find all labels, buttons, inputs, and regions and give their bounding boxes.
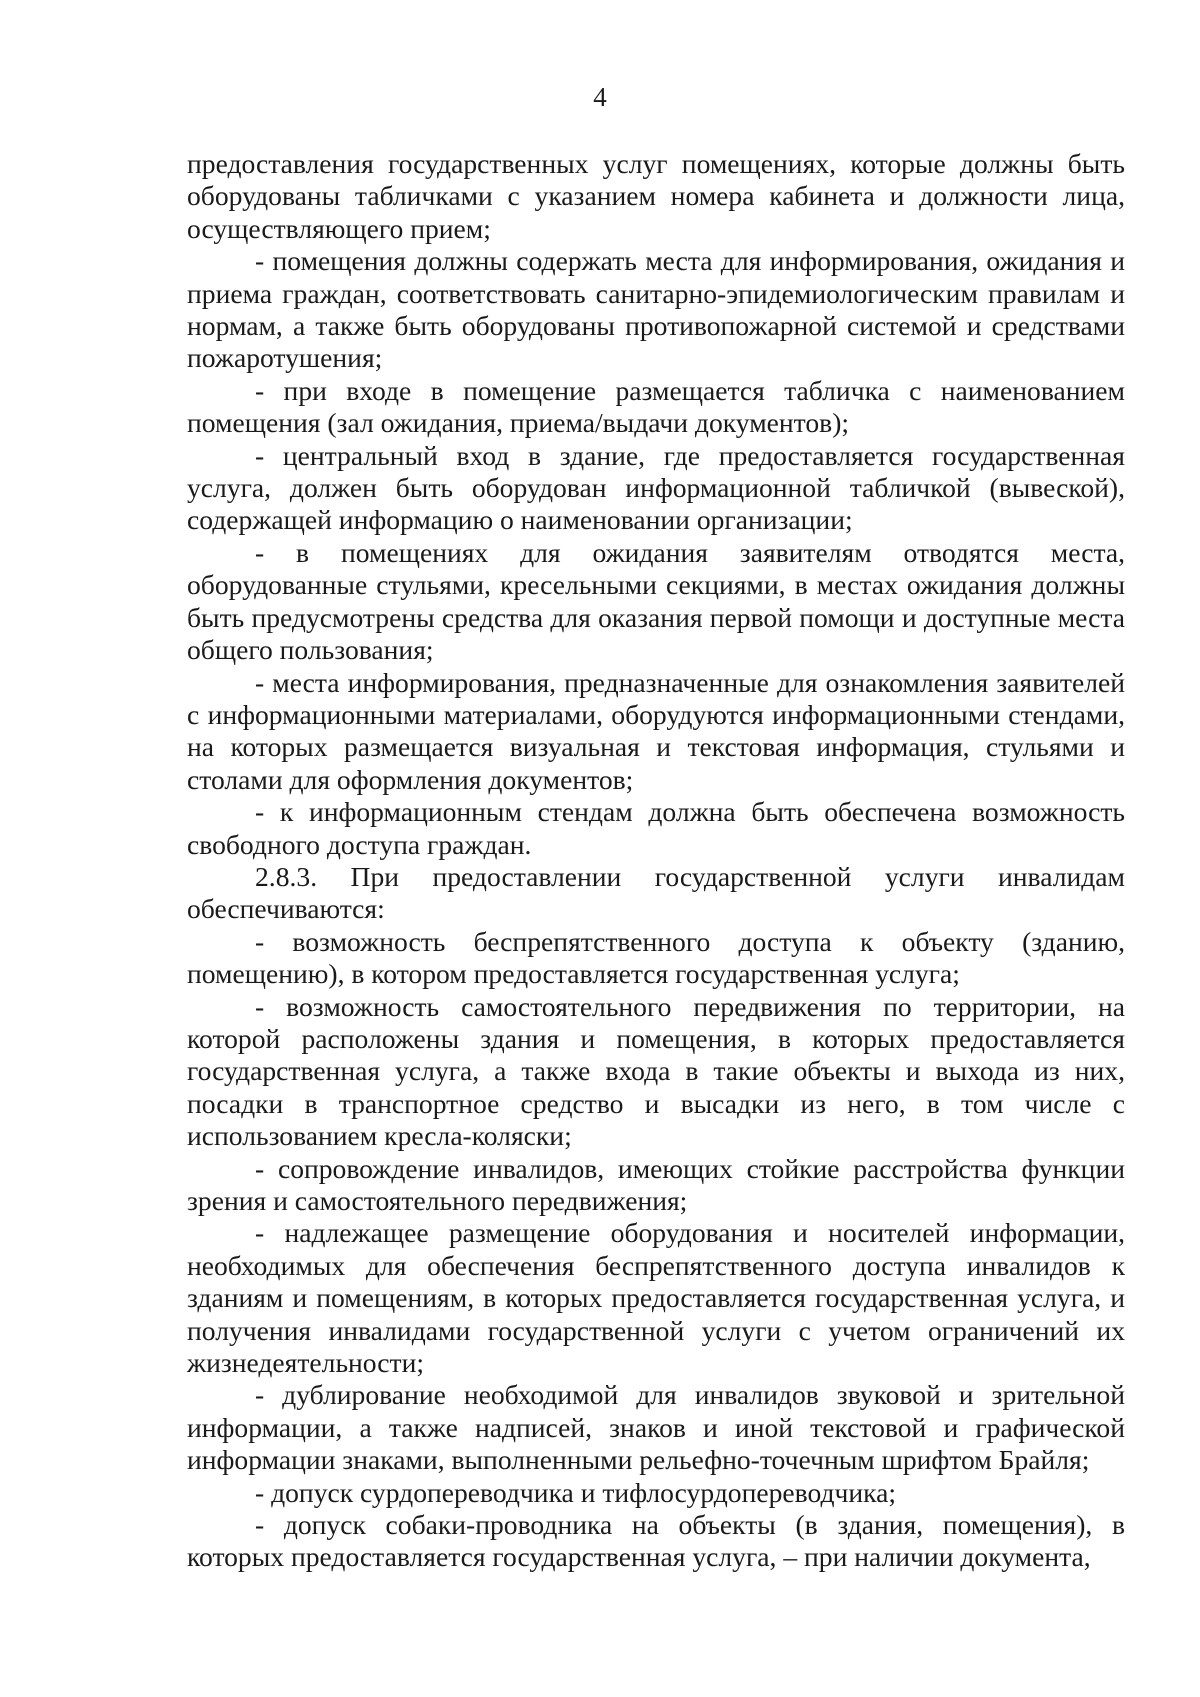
paragraph-braille-duplication: - дублирование необходимой для инвалидов звуковой и зрительной информации, а также надписей, знаков и иной текстовой и графической информации знаками, выполненными рельефно-точечным шрифтом Брайля; <box>187 1379 1125 1476</box>
paragraph-guide-dog: - допуск собаки-проводника на объекты (в здания, помещения), в которых предоставляется государственная услуга, – при наличии документа, <box>187 1509 1125 1573</box>
paragraph-section-2-8-3: 2.8.3. При предоставлении государственной услуги инвалидам обеспечиваются: <box>187 860 1125 925</box>
paragraph-accompaniment: - сопровождение инвалидов, имеющих стойкие расстройства функции зрения и самостоятельного передвижения; <box>187 1152 1125 1216</box>
paragraph-unobstructed-access: - возможность беспрепятственного доступа к объекту (зданию, помещению), в котором предоставляется государственная услуга; <box>187 925 1125 990</box>
paragraph-sign-interpreter: - допуск сурдопереводчика и тифлосурдопереводчика; <box>255 1476 897 1508</box>
paragraph-central-entrance: - центральный вход в здание, где предоставляется государственная услуга, должен быть оборудован информационной табличкой (вывеской), содержащей информацию о наименовании организации; <box>187 439 1125 536</box>
paragraph-entrance-sign: - при входе в помещение размещается табличка с наименованием помещения (зал ожидания, приема/выдачи документов); <box>187 374 1125 439</box>
paragraph-waiting-areas: - в помещениях для ожидания заявителям отводятся места, оборудованные стульями, кресельными секциями, в местах ожидания должны быть предусмотрены средства для оказания первой помощи и доступные места общего пользования; <box>187 536 1125 666</box>
paragraph-stands-access: - к информационным стендам должна быть обеспечена возможность свободного доступа граждан. <box>187 796 1125 860</box>
document-body <box>187 148 1125 1574</box>
paragraph-premises-requirements: - помещения должны содержать места для информирования, ожидания и приема граждан, соответствовать санитарно-эпидемиологическим правилам и нормам, а также быть оборудованы противопожарной системой и средствами пожаротушения; <box>187 245 1125 374</box>
paragraph-continuation: предоставления государственных услуг помещениях, которые должны быть оборудованы табличками с указанием номера кабинета и должности лица, осуществляющего прием; <box>187 148 1125 244</box>
paragraph-independent-movement: - возможность самостоятельного передвижения по территории, на которой расположены здания и помещения, в которых предоставляется государственная услуга, а также входа в такие объекты и выхода из них, посадки в транспортное средство и высадки из него, в том числе с использованием кресла-коляски; <box>187 990 1125 1152</box>
paragraph-information-places: - места информирования, предназначенные для ознакомления заявителей с информационными материалами, оборудуются информационными стендами, на которых размещается визуальная и текстовая информация, стульями и столами для оформления документов; <box>187 666 1125 795</box>
page-number: 4 <box>593 82 607 112</box>
paragraph-equipment-placement: - надлежащее размещение оборудования и носителей информации, необходимых для обеспечения беспрепятственного доступа инвалидов к зданиям и помещениям, в которых предоставляется государственная услуга, и получения инвалидами государственной услуги с учетом ограничений их жизнедеятельности; <box>187 1217 1125 1379</box>
